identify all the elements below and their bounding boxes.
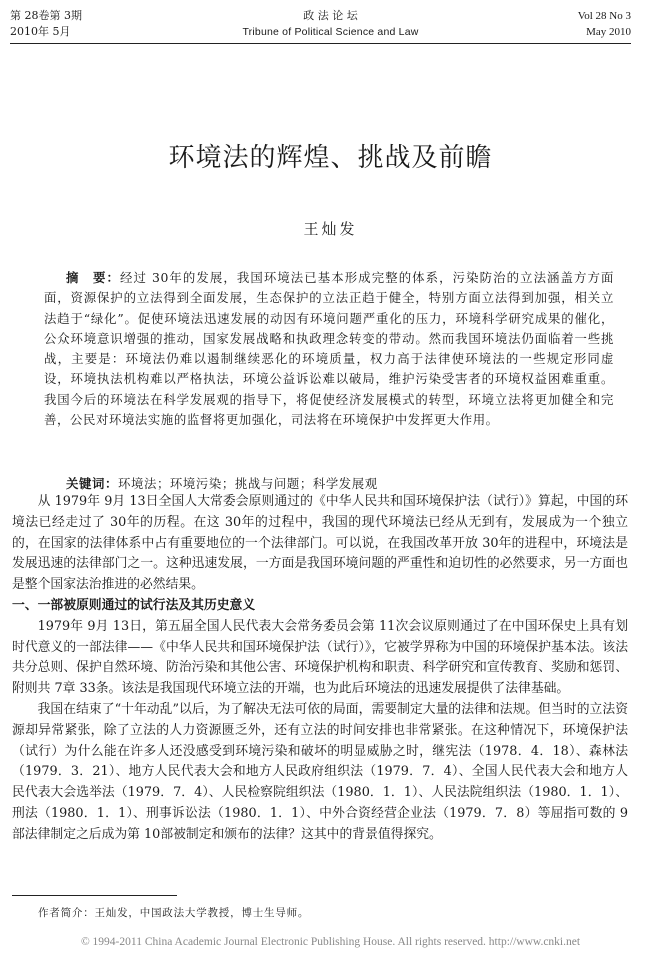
article-title: 环境法的辉煌、挑战及前瞻 [168, 143, 493, 173]
author-footnote: 作者简介：王灿发，中国政法大学教授，博士生导师。 [38, 907, 310, 919]
body-paragraph-1: 从 1979年 9月 13日全国人大常委会原则通过的《中华人民共和国环境保护法（试行）》算起，中国的环境法已经走过了 30年的历程。在这 30年的过程中，我国的现代环境法已经从无到有，发展成为一个独立的，在国家的法律体系中占有重要地位的一个法律部门。可以说，在我国改革开放 30年的进程中，环境法是发展迅速的法律部门之一。这种迅速发展，一方面是我国环境问题的严重性和迫切性的必然要求，另一方面也是整个国家法治推进的必然结果。 [12, 494, 628, 593]
copyright-notice: © 1994-2011 China Academic Journal Electronic Publishing House. All rights reserved. http://www.cnki.net [80, 936, 581, 948]
header-right [578, 8, 631, 40]
abstract-label: 摘 要： [66, 270, 120, 285]
body-paragraph-2: 1979年 9月 13日，第五届全国人民代表大会常务委员会第 11次会议原则通过了在中国环保史上具有划时代意义的一部法律——《中华人民共和国环境保护法（试行）》，它被学界称为中国的环境保护基本法。该法共分总则、保护自然环境、防治污染和其他公害、环境保护机构和职责、科学研究和宣传教育、奖励和惩罚、附则共 7章 33条。该法是我国现代环境立法的开端，也为此后环境法的迅速发展提供了法律基础。 [12, 618, 628, 697]
keywords-label: 关键词： [66, 476, 118, 491]
body-paragraph-3: 我国在结束了“十年动乱”以后，为了解决无法可依的局面，需要制定大量的法律和法规。但当时的立法资源却异常紧张，除了立法的人力资源匮乏外，还有立法的时间安排也非常紧张。在这种情况下，环境保护法（试行）为什么能在许多人还没感受到环境污染和破坏的明显威胁之时，继宪法（1978．4．18）、森林法（1979．3．21）、地方人民代表大会和地方人民政府组织法（1979．7．4）、全国人民代表大会和地方人民代表大会选举法（1979．7．4）、人民检察院组织法（1980．1．1）、人民法院组织法（1980．1．1）、刑法（1980．1．1）、刑事诉讼法（1980．1．1）、中外合资经营企业法（1979．7．8）等屈指可数的 9部法律制定之后成为第 10部被制定和颁布的法律？这其中的背景值得探究。 [12, 701, 628, 842]
volume-cn: 第 28卷第 3期 [10, 9, 82, 22]
date-cn: 2010年 5月 [10, 25, 71, 38]
footnote-divider [12, 895, 177, 896]
article-author: 王灿发 [303, 220, 358, 238]
journal-name-en: Tribune of Political Science and Law [242, 26, 419, 38]
journal-name-cn: 政 法 论 坛 [303, 9, 358, 22]
header-divider [10, 43, 631, 44]
abstract-text: 经过 30年的发展，我国环境法已基本形成完整的体系，污染防治的立法涵盖方方面面，资源保护的立法得到全面发展，生态保护的立法正趋于健全，特别方面立法得到加强，相关立法趋于“绿化”。促使环境法迅速发展的动因有环境问题严重化的压力，环境科学研究成果的催化，公众环境意识增强的推动，国家发展战略和执政理念转变的带动。然而我国环境法仍面临着一些挑战，主要是：环境法仍难以遏制继续恶化的环境质量，权力高于法律使环境法的一些规定形同虚设，环境执法机构难以严格执法，环境公益诉讼难以破局，维护污染受害者的环境权益困难重重。我国今后的环境法在科学发展观的指导下，将促使经济发展模式的转型，环境立法将更加健全和完善，公民对环境法实施的监督将更加强化，司法将在环境保护中发挥更大作用。 [44, 270, 614, 428]
section-heading-1: 一、一部被原则通过的试行法及其历史意义 [12, 597, 256, 613]
volume-en: Vol 28 No 3 [577, 10, 631, 22]
keywords-text: 环境法；环境污染；挑战与问题；科学发展观 [117, 476, 378, 491]
date-en: May 2010 [586, 26, 631, 38]
keywords [44, 475, 624, 493]
abstract [44, 268, 614, 430]
header-center [0, 8, 661, 40]
article-body [12, 492, 628, 846]
